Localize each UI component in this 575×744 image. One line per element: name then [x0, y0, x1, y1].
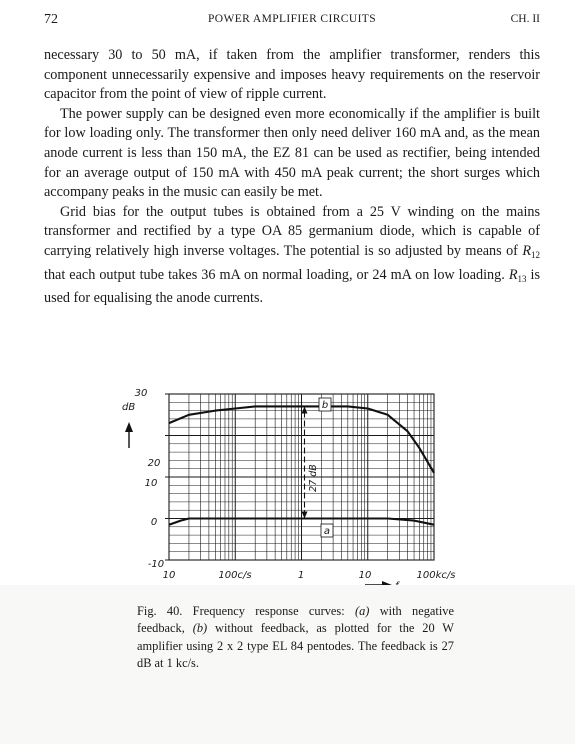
feedback-annotation: 27 dB: [308, 464, 319, 492]
caption-b-text: without feedback, as plotted for the 20 W amplifier using 2 x 2 type EL 84 pentodes. The feedback is 27 dB at 1 kc/s.: [137, 621, 454, 671]
frequency-response-chart: [110, 380, 470, 590]
paragraph-3: [44, 203, 540, 309]
figure-caption: [137, 603, 454, 673]
page-number: 72: [44, 12, 58, 27]
arrow-up-icon: [302, 406, 308, 413]
paragraph-2: The power supply can be designed even more economically if the amplifier is built for low loading only. The transformer then only need deliver 160 mA and, as the mean anode current is less than 150 mA, the EZ 81 can be used as rectifier, being intended for an average output of 150 mA with 450 mA peak current; the short surges which accompany peaks in the music can easily be met.: [44, 105, 540, 201]
resistor-subscript: 12: [531, 249, 540, 260]
x-tick-label: 10: [162, 570, 176, 581]
y-unit-label: dB: [122, 402, 136, 413]
paragraph-3-part-c: is used for equalising the anode currents.: [44, 266, 540, 307]
frequency-response-figure: [110, 380, 470, 590]
y-tick-label: 20: [147, 458, 161, 469]
resistor-subscript: 13: [517, 273, 527, 284]
figure-caption-area: [0, 585, 575, 744]
arrow-up-icon: [125, 422, 133, 432]
caption-prefix: Fig. 40. Frequency response curves:: [137, 604, 355, 618]
y-tick-label: -10: [147, 559, 165, 570]
resistor-symbol: R: [508, 266, 518, 283]
caption-b-label: (b): [192, 621, 208, 636]
paragraph-3-part-b: that each output tube takes 36 mA on normal loading, or 24 mA on low loading.: [44, 266, 509, 283]
chapter-label: CH. II: [510, 13, 540, 25]
y-tick-label: 0: [150, 517, 158, 528]
curve-a-label: a: [323, 526, 331, 537]
x-tick-label: 10: [358, 570, 372, 581]
x-tick-label: 100kc/s: [416, 570, 456, 581]
resistor-symbol: R: [522, 242, 531, 259]
running-header: [44, 12, 540, 30]
x-tick-label: 1: [297, 570, 305, 581]
paragraph-1: necessary 30 to 50 mA, if taken from the amplifier transformer, renders this component unnecessarily expensive and imposes heavy requirements on the reservoir capacitor from the point of view of ripple current.: [44, 47, 540, 103]
x-tick-label: 100c/s: [218, 570, 252, 581]
running-title: POWER AMPLIFIER CIRCUITS: [207, 13, 377, 25]
paragraph-3-part-a: Grid bias for the output tubes is obtained from a 25 V winding on the mains transformer and rectified by a type OA 85 germanium diode, which is capable of carrying relatively high inverse voltages. The potential is so adjusted by means of: [44, 203, 540, 259]
caption-a-text: with negative feedback,: [137, 604, 454, 636]
caption-a-label: (a): [354, 604, 370, 618]
body-text: [44, 46, 540, 309]
curve-b-label: b: [321, 400, 329, 411]
y-tick-label: 10: [144, 478, 158, 489]
y-tick-label: 30: [134, 388, 148, 399]
